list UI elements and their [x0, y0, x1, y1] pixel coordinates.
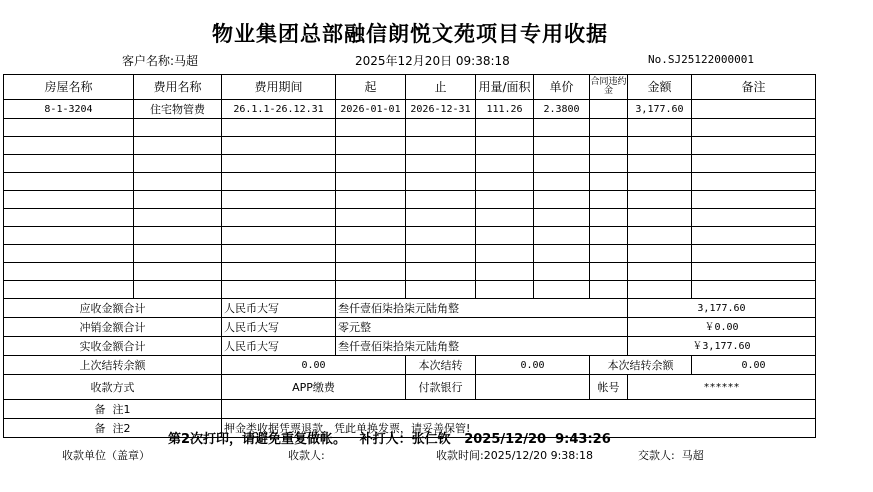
- empty-row: [4, 119, 816, 137]
- cell-house: 8-1-3204: [4, 100, 134, 119]
- header-start: 起: [336, 75, 406, 100]
- cell-period: 26.1.1-26.12.31: [222, 100, 336, 119]
- writeoff-row: [4, 318, 816, 337]
- writeoff-amount: ￥0.00: [628, 318, 816, 337]
- cell-amount: 3,177.60: [628, 100, 692, 119]
- receive-time: 收款时间:2025/12/20 9:38:18: [436, 449, 594, 462]
- receipt-table: [3, 74, 816, 438]
- receipt-title: 物业集团总部融信朗悦文苑项目专用收据: [212, 21, 608, 46]
- actual-cn-label: 人民币大写: [222, 337, 336, 356]
- note1: [222, 400, 816, 419]
- account-number: ******: [628, 375, 816, 400]
- empty-row: [4, 191, 816, 209]
- empty-row: [4, 263, 816, 281]
- pay-bank-label: 付款银行: [406, 375, 476, 400]
- empty-row: [4, 173, 816, 191]
- prev-balance-label: 上次结转余额: [4, 356, 222, 375]
- print-notice: 第2次打印，请避免重复做帐。 补打人：张仁钦 2025/12/20 9:43:26: [168, 432, 611, 447]
- cell-price: 2.3800: [534, 100, 590, 119]
- cell-fee-name: 住宅物管费: [134, 100, 222, 119]
- empty-row: [4, 137, 816, 155]
- note1-row: [4, 400, 816, 419]
- cell-penalty: [590, 100, 628, 119]
- note2-label: 备 注2: [4, 419, 222, 438]
- payer: 交款人: 马超: [638, 449, 704, 462]
- actual-amount: ￥3,177.60: [628, 337, 816, 356]
- receivable-cn-label: 人民币大写: [222, 299, 336, 318]
- header-period: 费用期间: [222, 75, 336, 100]
- header-house: 房屋名称: [4, 75, 134, 100]
- header-end: 止: [406, 75, 476, 100]
- empty-row: [4, 227, 816, 245]
- actual-label: 实收金额合计: [4, 337, 222, 356]
- receivable-amount: 3,177.60: [628, 299, 816, 318]
- header-usage: 用量/面积: [476, 75, 534, 100]
- receipt-datetime: 2025年12月20日 09:38:18: [355, 54, 510, 68]
- prev-balance: 0.00: [222, 356, 406, 375]
- table-header: [4, 75, 816, 100]
- empty-row: [4, 209, 816, 227]
- actual-cn: 叁仟壹佰柒拾柒元陆角整: [336, 337, 628, 356]
- cell-end: 2026-12-31: [406, 100, 476, 119]
- receiver-label: 收款人:: [288, 449, 325, 462]
- header-fee-name: 费用名称: [134, 75, 222, 100]
- actual-row: [4, 337, 816, 356]
- this-balance: 0.00: [692, 356, 816, 375]
- this-transfer-label: 本次结转: [406, 356, 476, 375]
- this-balance-label: 本次结转余额: [590, 356, 692, 375]
- note1-label: 备 注1: [4, 400, 222, 419]
- receipt-number: No.SJ25122000001: [648, 53, 754, 66]
- pay-bank: [476, 375, 590, 400]
- collecting-unit-label: 收款单位（盖章）: [62, 449, 150, 462]
- payment-row: [4, 375, 816, 400]
- empty-row: [4, 245, 816, 263]
- header-remark: 备注: [692, 75, 816, 100]
- receivable-label: 应收金额合计: [4, 299, 222, 318]
- customer-name: 客户名称:马超: [122, 54, 199, 68]
- balance-row: [4, 356, 816, 375]
- cell-start: 2026-01-01: [336, 100, 406, 119]
- header-price: 单价: [534, 75, 590, 100]
- writeoff-label: 冲销金额合计: [4, 318, 222, 337]
- cell-usage: 111.26: [476, 100, 534, 119]
- writeoff-cn-label: 人民币大写: [222, 318, 336, 337]
- table-row: [4, 100, 816, 119]
- writeoff-cn: 零元整: [336, 318, 628, 337]
- pay-method-label: 收款方式: [4, 375, 222, 400]
- header-penalty: 合同违约金: [590, 75, 628, 100]
- empty-row: [4, 281, 816, 299]
- cell-remark: [692, 100, 816, 119]
- empty-row: [4, 155, 816, 173]
- note2: 押金类收据凭票退款，凭此单换发票，请妥善保管!: [222, 419, 816, 438]
- pay-method: APP缴费: [222, 375, 406, 400]
- this-transfer: 0.00: [476, 356, 590, 375]
- receivable-cn: 叁仟壹佰柒拾柒元陆角整: [336, 299, 628, 318]
- account-label: 帐号: [590, 375, 628, 400]
- header-amount: 金额: [628, 75, 692, 100]
- receivable-row: [4, 299, 816, 318]
